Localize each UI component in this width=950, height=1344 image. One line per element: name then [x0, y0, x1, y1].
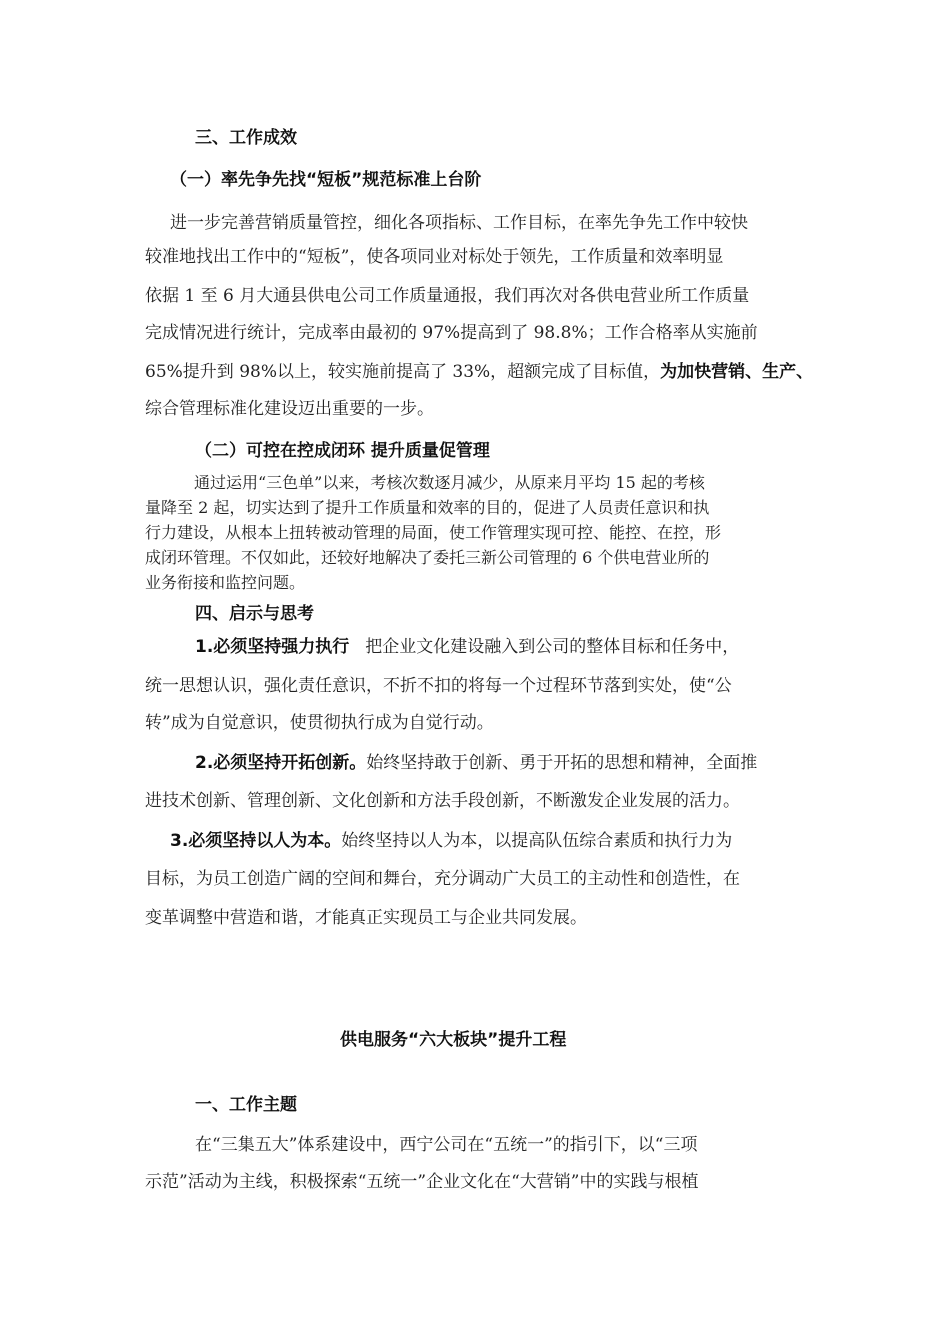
- paragraph-line: 较准地找出工作中的“短板”，使各项同业对标处于领先，工作质量和效率明显: [145, 247, 724, 267]
- paragraph-line: 变革调整中营造和谐，才能真正实现员工与企业共同发展。: [145, 908, 587, 928]
- paragraph-line: [170, 830, 732, 852]
- paragraph-line: [195, 752, 757, 774]
- section-4-heading: 四、启示与思考: [195, 604, 314, 624]
- paragraph-line: 完成情况进行统计，完成率由最初的 97%提高到了 98.8%；工作合格率从实施前: [145, 323, 758, 343]
- subsection-1-heading: （一）率先争先找“短板”规范标准上台阶: [170, 170, 482, 190]
- item-2-label: 2.必须坚持开拓创新。: [195, 753, 367, 773]
- paragraph-line: 依据 1 至 6 月大通县供电公司工作质量通报，我们再次对各供电营业所工作质量: [145, 286, 750, 306]
- paragraph-line: 示范”活动为主线，积极探索“五统一”企业文化在“大营销”中的实践与根植: [145, 1172, 699, 1192]
- article-section-1-heading: 一、工作主题: [195, 1095, 297, 1115]
- paragraph-line: 行力建设，从根本上扭转被动管理的局面，使工作管理实现可控、能控、在控，形: [145, 523, 722, 542]
- paragraph-run: 始终坚持敢于创新、勇于开拓的思想和精神，全面推: [366, 753, 758, 773]
- paragraph-line: 通过运用“三色单”以来，考核次数逐月减少，从原来月平均 15 起的考核: [194, 473, 705, 492]
- paragraph-line: 统一思想认识，强化责任意识，不折不扣的将每一个过程环节落到实处，使“公: [145, 676, 732, 696]
- item-1-label: 1.必须坚持强力执行: [195, 637, 350, 657]
- paragraph-line: 进技术创新、管理创新、文化创新和方法手段创新，不断激发企业发展的活力。: [145, 791, 740, 811]
- paragraph-line: 进一步完善营销质量管控，细化各项指标、工作目标，在率先争先工作中较快: [170, 213, 748, 233]
- item-3-label: 3.必须坚持以人为本。: [170, 831, 342, 851]
- paragraph-run: 65%提升到 98%以上，较实施前提高了 33%，超额完成了目标值，: [145, 362, 661, 382]
- paragraph-line: 业务衔接和监控问题。: [145, 573, 306, 592]
- highlight-run: 为加快营销、生产、: [660, 362, 814, 382]
- paragraph-line: [195, 636, 739, 658]
- subsection-2-heading: （二）可控在控成闭环 提升质量促管理: [195, 441, 490, 461]
- paragraph-line: [145, 361, 813, 383]
- paragraph-line: 转”成为自觉意识，使贯彻执行成为自觉行动。: [145, 713, 494, 733]
- article-title: 供电服务“六大板块”提升工程: [340, 1030, 567, 1050]
- section-3-heading: 三、工作成效: [195, 128, 297, 148]
- paragraph-run: 把企业文化建设融入到公司的整体目标和任务中，: [365, 637, 740, 657]
- paragraph-line: 量降至 2 起，切实达到了提升工作质量和效率的目的，促进了人员责任意识和执: [145, 498, 710, 517]
- paragraph-run: 始终坚持以人为本，以提高队伍综合素质和执行力为: [341, 831, 733, 851]
- paragraph-line: 成闭环管理。不仅如此，还较好地解决了委托三新公司管理的 6 个供电营业所的: [145, 548, 710, 567]
- paragraph-line: 在“三集五大”体系建设中，西宁公司在“五统一”的指引下，以“三项: [195, 1135, 698, 1155]
- paragraph-line: 目标，为员工创造广阔的空间和舞台，充分调动广大员工的主动性和创造性，在: [145, 869, 740, 889]
- paragraph-line: 综合管理标准化建设迈出重要的一步。: [145, 399, 434, 419]
